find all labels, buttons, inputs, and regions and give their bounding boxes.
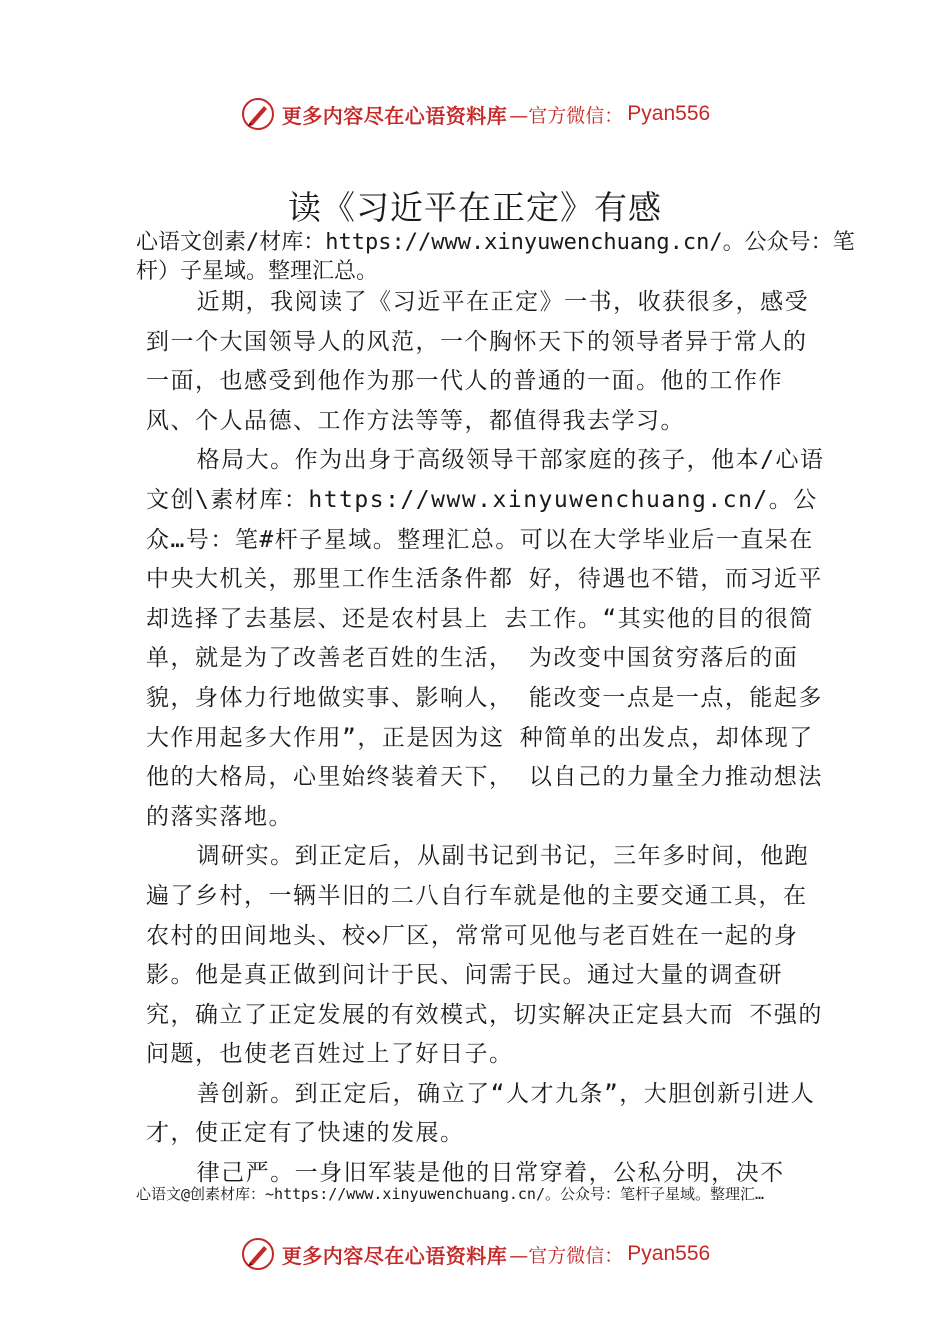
banner-wechat-id: Pyan556 bbox=[627, 1242, 711, 1265]
source-note: 心语文创素/材库：https://www.xinyuwenchuang.cn/。公众号：笔杆）子星域。整理汇总。 bbox=[136, 230, 855, 284]
banner-title: 更多内容尽在心语资料库 bbox=[281, 103, 508, 128]
pen-logo-icon bbox=[240, 96, 276, 132]
pen-logo-icon bbox=[240, 1236, 276, 1272]
document-title: 读《习近平在正定》有感 bbox=[288, 188, 662, 227]
banner-title: 更多内容尽在心语资料库 bbox=[281, 1243, 508, 1268]
paragraph-research: 调研实。到正定后，从副书记到书记，三年多时间，他跑遍了乡村，一辆半旧的二八自行车就是他的主要交通工具，在农村的田间地头、校◇厂区，常常可见他与老百姓在一起的身影。他是真正做到问计于民、问需于民。通过大量的调查研究，确立了正定发展的有效模式，切实解决正定县大而 不强的问题，也使老百姓过上了好日子。 bbox=[146, 843, 823, 1068]
paragraph-innovation: 善创新。到正定后，确立了“人才九条”，大胆创新引进人才，使正定有了快速的发展。 bbox=[146, 1080, 816, 1147]
document-body bbox=[146, 283, 826, 1194]
paragraph-vision: 格局大。作为出身于高级领导干部家庭的孩子，他本/心语文创\素材库：https://www.xinyuwenchuang.cn/。公众…号：笔#杆子星域。整理汇总。可以在大学毕业后一直呆在中央大机关，那里工作生活条件都 好，待遇也不错，而习近平却选择了去基层、还是农村县上 去工作。“其实他的目的很简单，就是为了改善老百姓的生活， 为改变中国贫穷落后的面貌，身体力行地做实事、影响人， 能改变一点是一点，能起多大作用起多大作用”，正是因为这 种简单的出发点，却体现了他的大格局，心里始终装着天下， 以自己的力量全力推动想法的落实落地。 bbox=[146, 447, 825, 830]
banner-wechat-id: Pyan556 bbox=[627, 102, 711, 125]
paragraph-intro: 近期，我阅读了《习近平在正定》一书，收获很多，感受到一个大国领导人的风范，一个胸怀天下的领导者异于常人的一面，也感受到他作为那一代人的普通的一面。他的工作作风、个人品德、工作方法等等，都值得我去学习。 bbox=[146, 289, 810, 434]
banner-wechat-label: —官方微信： bbox=[509, 104, 624, 127]
header-banner bbox=[0, 92, 950, 136]
banner-wechat-label: —官方微信： bbox=[509, 1244, 624, 1267]
paragraph-discipline: 律己严。一身旧军装是他的日常穿着，公私分明，决不 bbox=[196, 1160, 785, 1187]
footer-banner bbox=[0, 1232, 950, 1276]
page-footer-note: 心语文@创素材库：~https://www.xinyuwenchuang.cn/。公众号：笔杆子星域。整理汇… bbox=[136, 1185, 765, 1203]
